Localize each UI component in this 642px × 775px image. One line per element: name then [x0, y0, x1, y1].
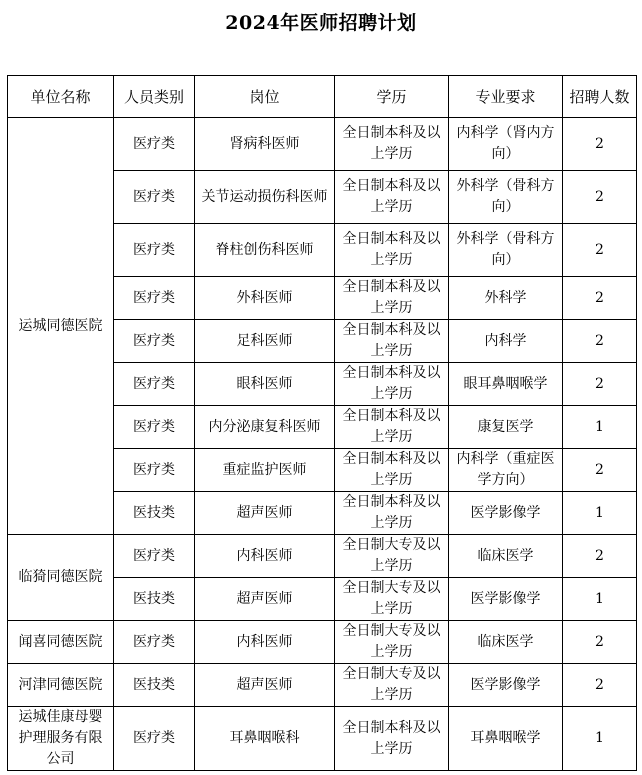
category-cell: 医技类 [114, 664, 195, 707]
education-cell: 全日制大专及以上学历 [335, 578, 449, 621]
education-cell: 全日制本科及以上学历 [335, 449, 449, 492]
table-header-row [8, 76, 637, 118]
category-cell: 医疗类 [114, 277, 195, 320]
position-cell: 耳鼻咽喉科 [195, 707, 335, 771]
table-row [8, 621, 637, 664]
major-cell: 外科学（骨科方向） [449, 224, 563, 277]
position-cell: 眼科医师 [195, 363, 335, 406]
education-cell: 全日制本科及以上学历 [335, 118, 449, 171]
major-cell: 内科学（肾内方向） [449, 118, 563, 171]
category-cell: 医疗类 [114, 320, 195, 363]
position-cell: 内科医师 [195, 535, 335, 578]
position-cell: 内科医师 [195, 621, 335, 664]
headcount-cell: 2 [563, 664, 637, 707]
position-cell: 外科医师 [195, 277, 335, 320]
headcount-cell: 2 [563, 118, 637, 171]
education-cell: 全日制本科及以上学历 [335, 406, 449, 449]
major-cell: 临床医学 [449, 621, 563, 664]
header-unit-name: 单位名称 [8, 76, 114, 118]
position-cell: 重症监护医师 [195, 449, 335, 492]
major-cell: 医学影像学 [449, 664, 563, 707]
education-cell: 全日制大专及以上学历 [335, 535, 449, 578]
category-cell: 医疗类 [114, 171, 195, 224]
education-cell: 全日制本科及以上学历 [335, 492, 449, 535]
major-cell: 外科学 [449, 277, 563, 320]
recruitment-table [7, 75, 637, 771]
education-cell: 全日制本科及以上学历 [335, 707, 449, 771]
category-cell: 医疗类 [114, 621, 195, 664]
header-staff-category: 人员类别 [114, 76, 195, 118]
headcount-cell: 1 [563, 707, 637, 771]
header-headcount: 招聘人数 [563, 76, 637, 118]
position-cell: 脊柱创伤科医师 [195, 224, 335, 277]
headcount-cell: 2 [563, 320, 637, 363]
major-cell: 耳鼻咽喉学 [449, 707, 563, 771]
headcount-cell: 1 [563, 578, 637, 621]
unit-name-cell: 运城佳康母婴护理服务有限公司 [8, 707, 114, 771]
major-cell: 医学影像学 [449, 578, 563, 621]
unit-name-cell: 闻喜同德医院 [8, 621, 114, 664]
category-cell: 医疗类 [114, 535, 195, 578]
table-row [8, 535, 637, 578]
unit-name-cell: 运城同德医院 [8, 118, 114, 535]
major-cell: 临床医学 [449, 535, 563, 578]
position-cell: 超声医师 [195, 492, 335, 535]
category-cell: 医技类 [114, 492, 195, 535]
position-cell: 足科医师 [195, 320, 335, 363]
headcount-cell: 2 [563, 171, 637, 224]
table-row [8, 707, 637, 771]
headcount-cell: 2 [563, 449, 637, 492]
category-cell: 医技类 [114, 578, 195, 621]
position-cell: 关节运动损伤科医师 [195, 171, 335, 224]
headcount-cell: 2 [563, 224, 637, 277]
major-cell: 内科学 [449, 320, 563, 363]
headcount-cell: 1 [563, 492, 637, 535]
education-cell: 全日制大专及以上学历 [335, 621, 449, 664]
education-cell: 全日制本科及以上学历 [335, 277, 449, 320]
table-row [8, 118, 637, 171]
headcount-cell: 2 [563, 277, 637, 320]
major-cell: 眼耳鼻咽喉学 [449, 363, 563, 406]
major-cell: 外科学（骨科方向） [449, 171, 563, 224]
education-cell: 全日制本科及以上学历 [335, 224, 449, 277]
headcount-cell: 2 [563, 535, 637, 578]
page-title: 2024年医师招聘计划 [225, 12, 417, 34]
headcount-cell: 2 [563, 621, 637, 664]
position-cell: 超声医师 [195, 664, 335, 707]
education-cell: 全日制本科及以上学历 [335, 363, 449, 406]
major-cell: 康复医学 [449, 406, 563, 449]
category-cell: 医疗类 [114, 224, 195, 277]
major-cell: 内科学（重症医学方向） [449, 449, 563, 492]
position-cell: 内分泌康复科医师 [195, 406, 335, 449]
category-cell: 医疗类 [114, 118, 195, 171]
headcount-cell: 2 [563, 363, 637, 406]
unit-name-cell: 临猗同德医院 [8, 535, 114, 621]
headcount-cell: 1 [563, 406, 637, 449]
header-education: 学历 [335, 76, 449, 118]
header-major: 专业要求 [449, 76, 563, 118]
category-cell: 医疗类 [114, 406, 195, 449]
education-cell: 全日制本科及以上学历 [335, 320, 449, 363]
position-cell: 超声医师 [195, 578, 335, 621]
education-cell: 全日制本科及以上学历 [335, 171, 449, 224]
category-cell: 医疗类 [114, 707, 195, 771]
education-cell: 全日制大专及以上学历 [335, 664, 449, 707]
position-cell: 肾病科医师 [195, 118, 335, 171]
major-cell: 医学影像学 [449, 492, 563, 535]
header-position: 岗位 [195, 76, 335, 118]
table-row [8, 664, 637, 707]
category-cell: 医疗类 [114, 449, 195, 492]
unit-name-cell: 河津同德医院 [8, 664, 114, 707]
category-cell: 医疗类 [114, 363, 195, 406]
